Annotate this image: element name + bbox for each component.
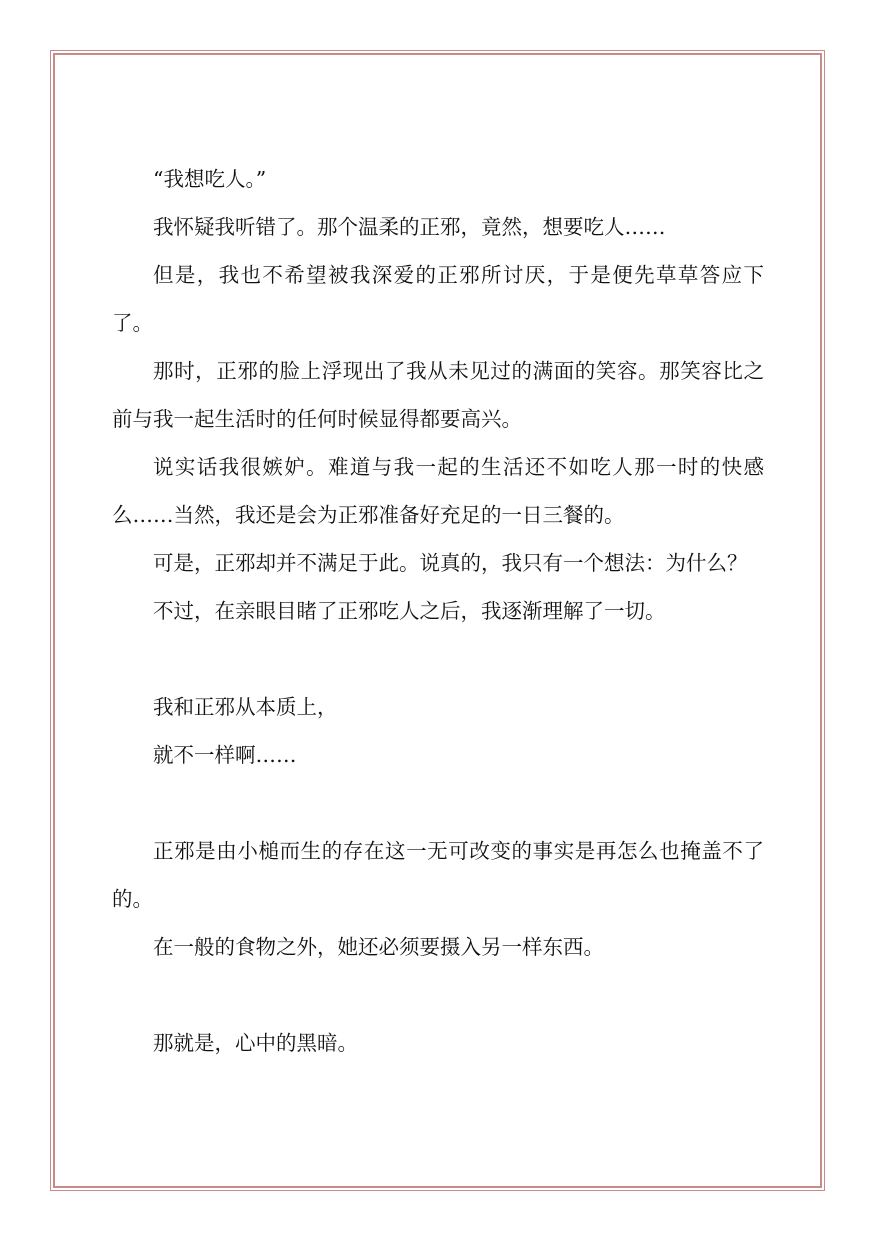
- paragraph: 说实话我很嫉妒。难道与我一起的生活还不如吃人那一时的快感么……当然，我还是会为正邪准备好充足的一日三餐的。: [112, 455, 764, 527]
- paragraph: 我和正邪从本质上，: [153, 695, 338, 719]
- paragraph: 正邪是由小槌而生的存在这一无可改变的事实是再怎么也掩盖不了的。: [112, 839, 764, 911]
- paragraph: 不过，在亲眼目睹了正邪吃人之后，我逐渐理解了一切。: [153, 599, 666, 623]
- document-body: [112, 155, 764, 1067]
- paragraph: 但是，我也不希望被我深爱的正邪所讨厌，于是便先草草答应下了。: [112, 263, 764, 335]
- blank-line: [112, 779, 764, 827]
- paragraph: “我想吃人。”: [153, 167, 267, 191]
- paragraph: 在一般的食物之外，她还必须要摄入另一样东西。: [153, 935, 604, 959]
- paragraph: 那就是，心中的黑暗。: [153, 1031, 358, 1055]
- blank-line: [112, 971, 764, 1019]
- paragraph: 就不一样啊……: [153, 743, 297, 767]
- paragraph: 可是，正邪却并不满足于此。说真的，我只有一个想法：为什么？: [153, 551, 748, 575]
- paragraph: 那时，正邪的脸上浮现出了我从未见过的满面的笑容。那笑容比之前与我一起生活时的任何时候显得都要高兴。: [112, 359, 764, 431]
- paragraph: 我怀疑我听错了。那个温柔的正邪，竟然，想要吃人……: [153, 215, 666, 239]
- blank-line: [112, 635, 764, 683]
